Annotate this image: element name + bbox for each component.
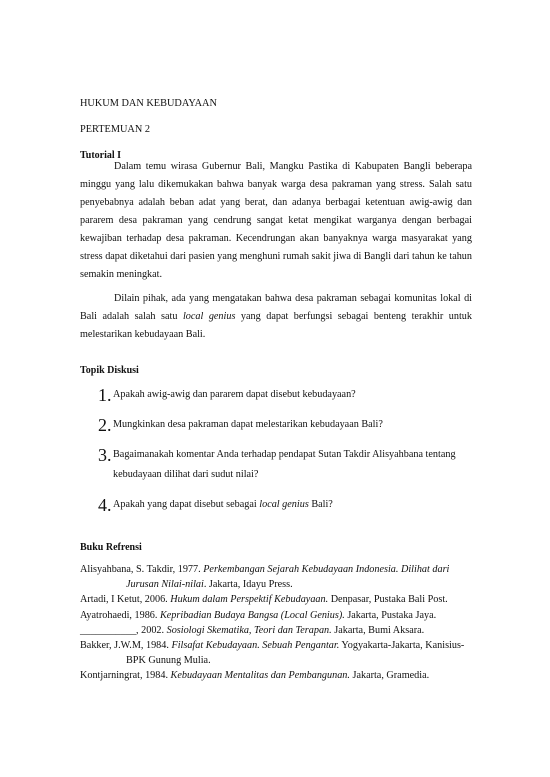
reference-item — [80, 623, 475, 638]
reference-title: Kepribadian Budaya Bangsa (Local Genius). — [159, 609, 345, 621]
document-title: HUKUM DAN KEBUDAYAAN — [80, 98, 217, 109]
question-number: 1. — [98, 385, 112, 405]
reference-title: Perkembangan Sejarah Kebudayaan Indonesia. Dilihat dari Jurusan Nilai-nilai — [126, 564, 450, 591]
question-text-italic: local genius — [259, 499, 309, 510]
paragraph-2-text-before: Dilain pihak, ada yang mengatakan bahwa desa pakraman sebagai komunitas lokal di Bali adalah salah satu — [80, 293, 472, 322]
reference-publisher: . Jakarta, Idayu Press. — [203, 579, 293, 591]
reference-item — [80, 562, 475, 592]
reference-author: ___________, 2002. — [80, 624, 167, 636]
question-text: Mungkinkan desa pakraman dapat melestarikan kebudayaan Bali? — [113, 419, 383, 430]
reference-list — [80, 562, 475, 684]
question-number: 3. — [98, 445, 112, 465]
reference-author: Bakker, J.W.M, 1984. — [80, 640, 172, 652]
reference-publisher: Jakarta, Bumi Aksara. — [331, 624, 425, 636]
reference-author: Ayatrohaedi, 1986. — [80, 609, 160, 621]
question-text: Apakah awig-awig dan pararem dapat disebut kebudayaan? — [113, 389, 356, 400]
reference-item — [80, 592, 475, 607]
topik-diskusi-heading: Topik Diskusi — [80, 365, 139, 376]
paragraph-2-text-after: yang dapat berfungsi sebagai benteng terakhir untuk melestarikan kebudayaan Bali. — [80, 311, 472, 340]
question-text: Bagaimanakah komentar Anda terhadap pendapat Sutan Takdir Alisyahbana tentang kebudayaan dilihat dari sudut nilai? — [113, 449, 456, 480]
question-list — [98, 385, 478, 515]
reference-author: Alisyahbana, S. Takdir, 1977. — [80, 564, 204, 575]
reference-publisher: Jakarta, Gramedia. — [349, 670, 430, 682]
question-text-after: Bali? — [308, 499, 333, 510]
paragraph-1: Dalam temu wirasa Gubernur Bali, Mangku Pastika di Kabupaten Bangli beberapa minggu yang lalu dikemukakan bahwa banyak warga desa pakraman yang stress. Salah satu penyebabnya adalah beban adat yang berat, dan adanya berbagai ketentuan awig-awig dan pararem desa pakraman yang cendrung sangat ketat mengikat warganya dengan berbagai kewajiban terhadap desa pakraman. Kecendrungan akan banyaknya warga masyarakat yang stress dapat diketahui dari pasien yang menghuni rumah sakit jiwa di Bangli dari tahun ke tahun semakin meningkat. — [80, 161, 472, 280]
question-number: 4. — [98, 495, 112, 515]
reference-author: Artadi, I Ketut, 2006. — [80, 594, 171, 606]
question-item — [98, 385, 478, 405]
question-item — [98, 495, 478, 515]
reference-publisher: Yogyakarta-Jakarta, Kanisius-BPK Gunung Mulia. — [126, 640, 465, 667]
reference-title: Sosiologi Skematika, Teori dan Terapan. — [166, 624, 332, 636]
reference-item — [80, 608, 475, 623]
reference-item — [80, 668, 475, 683]
reference-publisher: Denpasar, Pustaka Bali Post. — [328, 594, 448, 606]
question-text-before: Apakah yang dapat disebut sebagai — [113, 499, 260, 510]
reference-title: Hukum dalam Perspektif Kebudayaan. — [170, 594, 329, 606]
reference-item — [80, 638, 475, 668]
question-item — [98, 445, 478, 485]
question-number: 2. — [98, 415, 112, 435]
buku-refrensi-heading: Buku Refrensi — [80, 542, 142, 553]
question-item — [98, 415, 478, 435]
reference-author: Kontjarningrat, 1984. — [80, 670, 171, 682]
paragraph-2-italic: local genius — [182, 311, 236, 322]
meeting-heading: PERTEMUAN 2 — [80, 124, 151, 135]
paragraph-2 — [80, 290, 472, 344]
reference-publisher: Jakarta, Pustaka Jaya. — [344, 609, 437, 621]
reference-title: Kebudayaan Mentalitas dan Pembangunan. — [170, 670, 350, 682]
reference-title: Filsafat Kebudayaan. Sebuah Pengantar. — [171, 640, 340, 652]
tutorial-label: Tutorial I — [80, 150, 122, 161]
